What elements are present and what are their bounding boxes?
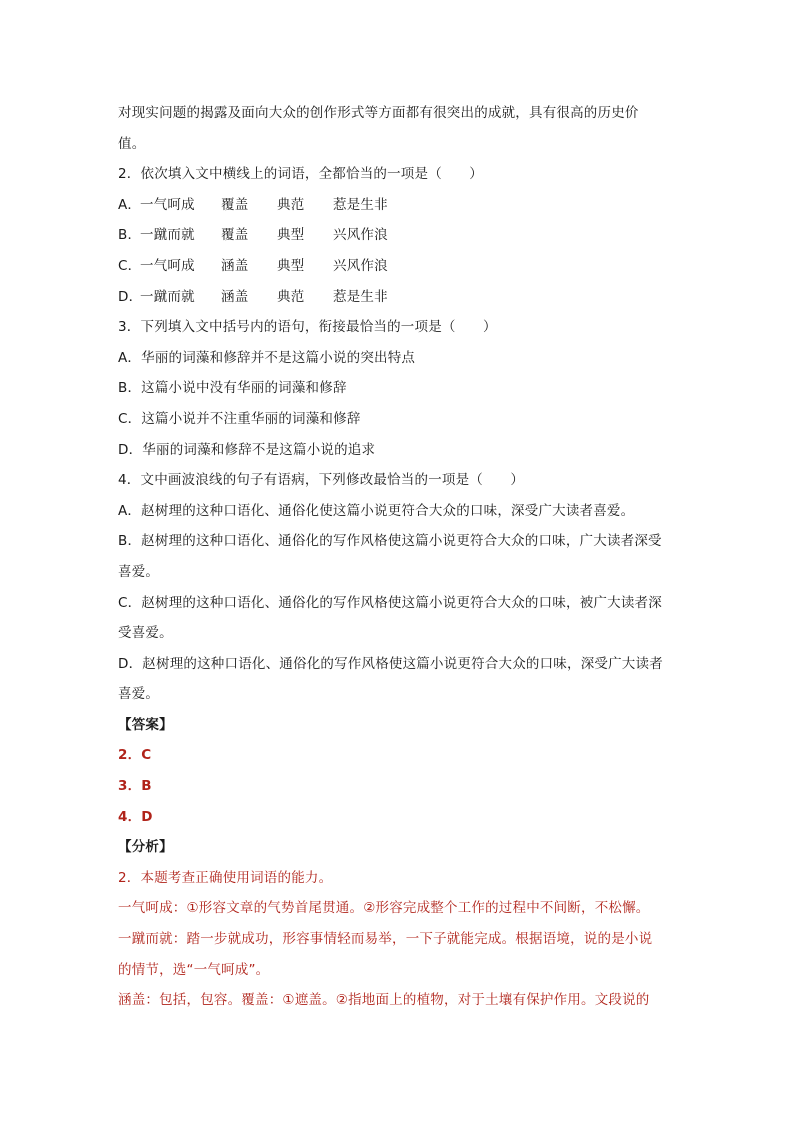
question-2-option-c [118, 251, 678, 282]
question-3-option-b: B．这篇小说中没有华丽的词藻和修辞 [118, 380, 347, 397]
option-letter: C． [118, 257, 142, 274]
option-word-3: 典型 [277, 257, 305, 274]
option-word-2: 涵盖 [221, 257, 249, 274]
question-4-option-c-line-2: 受喜爱。 [118, 625, 173, 642]
question-2-option-b [118, 220, 678, 251]
question-2-stem: 2．依次填入文中横线上的词语，全都恰当的一项是（ ） [118, 166, 483, 183]
question-3-stem: 3．下列填入文中括号内的语句，衔接最恰当的一项是（ ） [118, 319, 497, 336]
question-2-option-a [118, 190, 678, 221]
answer-heading: 【答案】 [118, 716, 173, 733]
option-word-2: 覆盖 [221, 196, 249, 213]
analysis-line-4: 的情节，选“一气呵成”。 [118, 961, 270, 978]
analysis-line-2: 一气呵成：①形容文章的气势首尾贯通。②形容完成整个工作的过程中不间断，不松懈。 [118, 900, 650, 917]
question-4-option-b-line-1: B．赵树理的这种口语化、通俗化的写作风格使这篇小说更符合大众的口味，广大读者深受 [118, 533, 662, 550]
answer-item-4: 4．D [118, 808, 153, 825]
option-word-1: 一蹴而就 [140, 288, 195, 305]
option-word-4: 惹是生非 [333, 288, 388, 305]
analysis-line-3: 一蹴而就：踏一步就成功，形容事情轻而易举，一下子就能完成。根据语境，说的是小说 [118, 931, 653, 948]
option-word-4: 兴风作浪 [333, 257, 388, 274]
analysis-line-1: 2．本题考查正确使用词语的能力。 [118, 869, 333, 886]
answer-item-2: 2．C [118, 747, 152, 764]
question-4-option-d-line-1: D．赵树理的这种口语化、通俗化的写作风格使这篇小说更符合大众的口味，深受广大读者 [118, 655, 663, 672]
option-letter: B． [118, 227, 142, 244]
question-3-option-d: D．华丽的词藻和修辞不是这篇小说的追求 [118, 441, 376, 458]
question-3-option-a: A．华丽的词藻和修辞并不是这篇小说的突出特点 [118, 349, 416, 366]
option-letter: D． [118, 288, 143, 305]
option-word-3: 典型 [277, 227, 305, 244]
question-2-option-d [118, 282, 678, 313]
option-word-4: 兴风作浪 [333, 227, 388, 244]
question-4-option-d-line-2: 喜爱。 [118, 686, 160, 703]
option-word-3: 典范 [277, 288, 305, 305]
question-4-option-a: A．赵树理的这种口语化、通俗化使这篇小说更符合大众的口味，深受广大读者喜爱。 [118, 502, 635, 519]
option-word-4: 惹是生非 [333, 196, 388, 213]
option-word-1: 一气呵成 [140, 196, 195, 213]
option-word-1: 一气呵成 [140, 257, 195, 274]
analysis-line-5: 涵盖：包括，包容。覆盖：①遮盖。②指地面上的植物，对于土壤有保护作用。文段说的 [118, 992, 650, 1009]
option-word-3: 典范 [277, 196, 305, 213]
option-word-2: 涵盖 [221, 288, 249, 305]
document-content [118, 98, 678, 1016]
option-word-2: 覆盖 [221, 227, 249, 244]
analysis-heading: 【分析】 [118, 839, 173, 856]
question-3-option-c: C．这篇小说并不注重华丽的词藻和修辞 [118, 410, 361, 427]
option-letter: A． [118, 196, 142, 213]
option-word-1: 一蹴而就 [140, 227, 195, 244]
intro-line-1: 对现实问题的揭露及面向大众的创作形式等方面都有很突出的成就，具有很高的历史价 [118, 105, 639, 121]
question-4-option-b-line-2: 喜爱。 [118, 563, 160, 580]
answer-item-3: 3．B [118, 778, 152, 795]
question-4-option-c-line-1: C．赵树理的这种口语化、通俗化的写作风格使这篇小说更符合大众的口味，被广大读者深 [118, 594, 662, 611]
intro-line-2: 值。 [118, 135, 146, 152]
question-4-stem: 4．文中画波浪线的句子有语病，下列修改最恰当的一项是（ ） [118, 472, 525, 489]
